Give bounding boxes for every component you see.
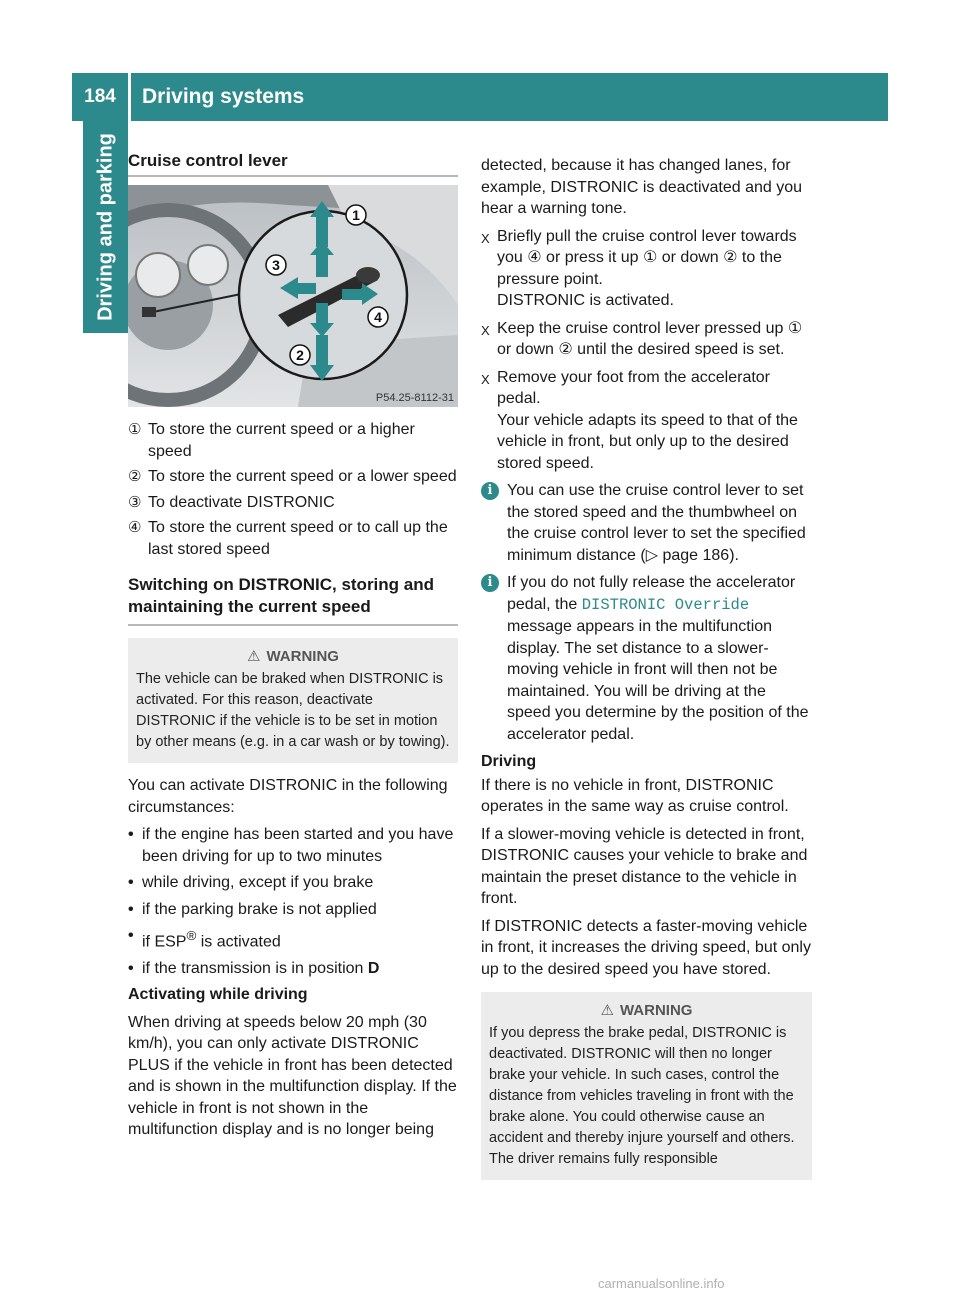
- legend-item: [128, 517, 458, 560]
- warning-box: [481, 992, 812, 1180]
- driving-paragraph: If DISTRONIC detects a faster-moving vehicle in front, it increases the driving speed, but only up to the desired speed you have stored.: [481, 917, 811, 978]
- step1-result: DISTRONIC is activated.: [497, 292, 674, 309]
- list-item: [128, 958, 458, 980]
- step1-num1: ①: [642, 249, 658, 266]
- legend-number: ④: [128, 519, 142, 536]
- info2-part: If you do not fully release the accelerator pedal, the: [507, 574, 796, 613]
- warning-label: WARNING: [266, 648, 339, 665]
- step-text: [497, 367, 812, 475]
- activating-text: When driving at speeds below 20 mph (30 km/h), you can only activate DISTRONIC PLUS if the vehicle in front has been detected and is shown in the multifunction display. If the vehicle in front is not shown in the multifunction display and is no longer being: [128, 1013, 457, 1139]
- step2-part: until the desired speed is set.: [572, 341, 785, 358]
- watermark: carmanualsonline.info: [598, 1276, 725, 1291]
- step2-part: Keep the cruise control lever pressed up: [497, 319, 788, 337]
- warning-text: If you depress the brake pedal, DISTRONIC is deactivated. DISTRONIC will then no longer brake your vehicle. In such cases, control the distance from vehicles traveling in front with the brake alone. You could otherwise cause an accident and thereby injure yourself and others. The driver remains fully responsible: [489, 1025, 795, 1167]
- step3-result: Your vehicle adapts its speed to that of the vehicle in front, but only up to the desired stored speed.: [497, 411, 798, 472]
- step2-part: or down: [497, 341, 559, 358]
- legend-item: [128, 492, 458, 514]
- legend-number: ①: [128, 421, 142, 438]
- bullet-icon: •: [128, 900, 134, 918]
- bullet-esp-pre: if ESP: [142, 933, 187, 951]
- side-tab-label: Driving and parking: [94, 133, 116, 321]
- warning-triangle-icon: ⚠: [600, 1002, 614, 1019]
- driving-paragraph: If a slower-moving vehicle is detected in front, DISTRONIC causes your vehicle to brake and maintain the preset distance to the vehicle in front.: [481, 825, 808, 907]
- step-text: [497, 318, 812, 361]
- step1-part: or press it up: [541, 249, 643, 266]
- page-title: Driving systems: [142, 85, 305, 108]
- bullet-esp-post: is activated: [196, 933, 281, 951]
- warning-heading: [489, 1000, 804, 1021]
- section-heading: Cruise control lever: [128, 150, 458, 177]
- side-tab-label-wrap: [83, 121, 128, 333]
- step1-part: Briefly pull the cruise control lever towards you: [497, 227, 797, 266]
- bullet-trans-pre: if the transmission is in position: [142, 959, 368, 977]
- info-note: [481, 480, 812, 566]
- bullet-text: [142, 925, 458, 953]
- page-number: 184: [84, 86, 116, 107]
- right-column: [481, 155, 812, 1192]
- continued-text: detected, because it has changed lanes, for example, DISTRONIC is deactivated and you hear a warning tone.: [481, 157, 803, 217]
- step1-num2: ②: [723, 249, 738, 266]
- driving-heading: Driving: [481, 753, 537, 770]
- callout-4: 4: [374, 309, 382, 325]
- bullet-text: while driving, except if you brake: [142, 874, 374, 891]
- callout-1: 1: [352, 207, 360, 223]
- list-item: [128, 872, 458, 894]
- list-item: [128, 925, 458, 953]
- callout-3: 3: [272, 257, 280, 273]
- step-item: [481, 367, 812, 475]
- warning-heading: [136, 646, 450, 667]
- warning-box: [128, 638, 458, 763]
- info2-part: message appears in the multifunction display. The set distance to a slower-moving vehicle in front will then not be maintained. You will be driving at the speed you determine by the position of the accelerator pedal.: [507, 618, 809, 743]
- warning-text: The vehicle can be braked when DISTRONIC is activated. For this reason, deactivate DISTRONIC if the vehicle is to be set in motion by other means (e.g. in a car wash or by towing).: [136, 671, 450, 750]
- legend-number: ②: [128, 468, 142, 485]
- step1-part: or down: [657, 249, 724, 266]
- info-icon: i: [481, 574, 499, 592]
- registered-mark: ®: [186, 928, 197, 943]
- bullet-text: [142, 958, 458, 980]
- legend-text: To store the current speed or a higher speed: [148, 421, 415, 460]
- bullet-icon: •: [128, 874, 134, 891]
- info-text: You can use the cruise control lever to set the stored speed and the thumbwheel on the cruise control lever to set the specified minimum distance (▷ page 186).: [507, 482, 806, 564]
- bullet-text: if the parking brake is not applied: [142, 900, 377, 918]
- step-arrow-icon: X: [481, 322, 490, 338]
- step-item: [481, 318, 812, 361]
- cruise-lever-illustration: [128, 185, 458, 407]
- list-item: [128, 824, 458, 867]
- step1-part: to the pressure point.: [497, 249, 782, 288]
- legend-text: To deactivate DISTRONIC: [148, 493, 335, 511]
- legend-number: ③: [128, 493, 142, 511]
- step-text: [497, 226, 812, 312]
- left-column: [128, 150, 458, 1147]
- info-note: [481, 572, 812, 745]
- gear-position: D: [367, 959, 380, 977]
- legend-text: To store the current speed or to call up the last stored speed: [148, 519, 448, 558]
- bullet-text: if the engine has been started and you have been driving for up to two minutes: [142, 826, 454, 865]
- warning-triangle-icon: ⚠: [247, 648, 261, 665]
- intro-text: You can activate DISTRONIC in the following circumstances:: [128, 777, 448, 816]
- driving-paragraph: If there is no vehicle in front, DISTRONIC operates in the same way as cruise control.: [481, 776, 789, 815]
- info-text: [507, 572, 812, 745]
- display-message: DISTRONIC Override: [581, 595, 750, 614]
- legend-item: [128, 419, 458, 462]
- bullet-icon: •: [128, 826, 134, 843]
- callout-2: 2: [296, 347, 304, 363]
- info-icon: i: [481, 482, 499, 500]
- bullet-icon: •: [128, 927, 134, 944]
- legend-text: To store the current speed or a lower speed: [148, 468, 457, 485]
- activating-heading: Activating while driving: [128, 986, 308, 1004]
- step-arrow-icon: X: [481, 371, 490, 387]
- figure-code: P54.25-8112-31: [375, 392, 454, 404]
- step2-num2: ②: [558, 341, 573, 358]
- step-arrow-icon: X: [481, 230, 490, 246]
- step2-num1: ①: [787, 319, 803, 337]
- subsection-heading: Switching on DISTRONIC, storing and maintaining the current speed: [128, 574, 458, 626]
- step1-num4: ④: [527, 249, 542, 266]
- legend-item: [128, 466, 458, 488]
- figure-legend: [128, 419, 458, 560]
- step3-text: Remove your foot from the accelerator pedal.: [497, 368, 771, 407]
- list-item: [128, 899, 458, 921]
- warning-label: WARNING: [619, 1002, 693, 1019]
- cruise-lever-figure: [128, 185, 458, 407]
- step-item: [481, 226, 812, 312]
- bullet-icon: •: [128, 959, 134, 977]
